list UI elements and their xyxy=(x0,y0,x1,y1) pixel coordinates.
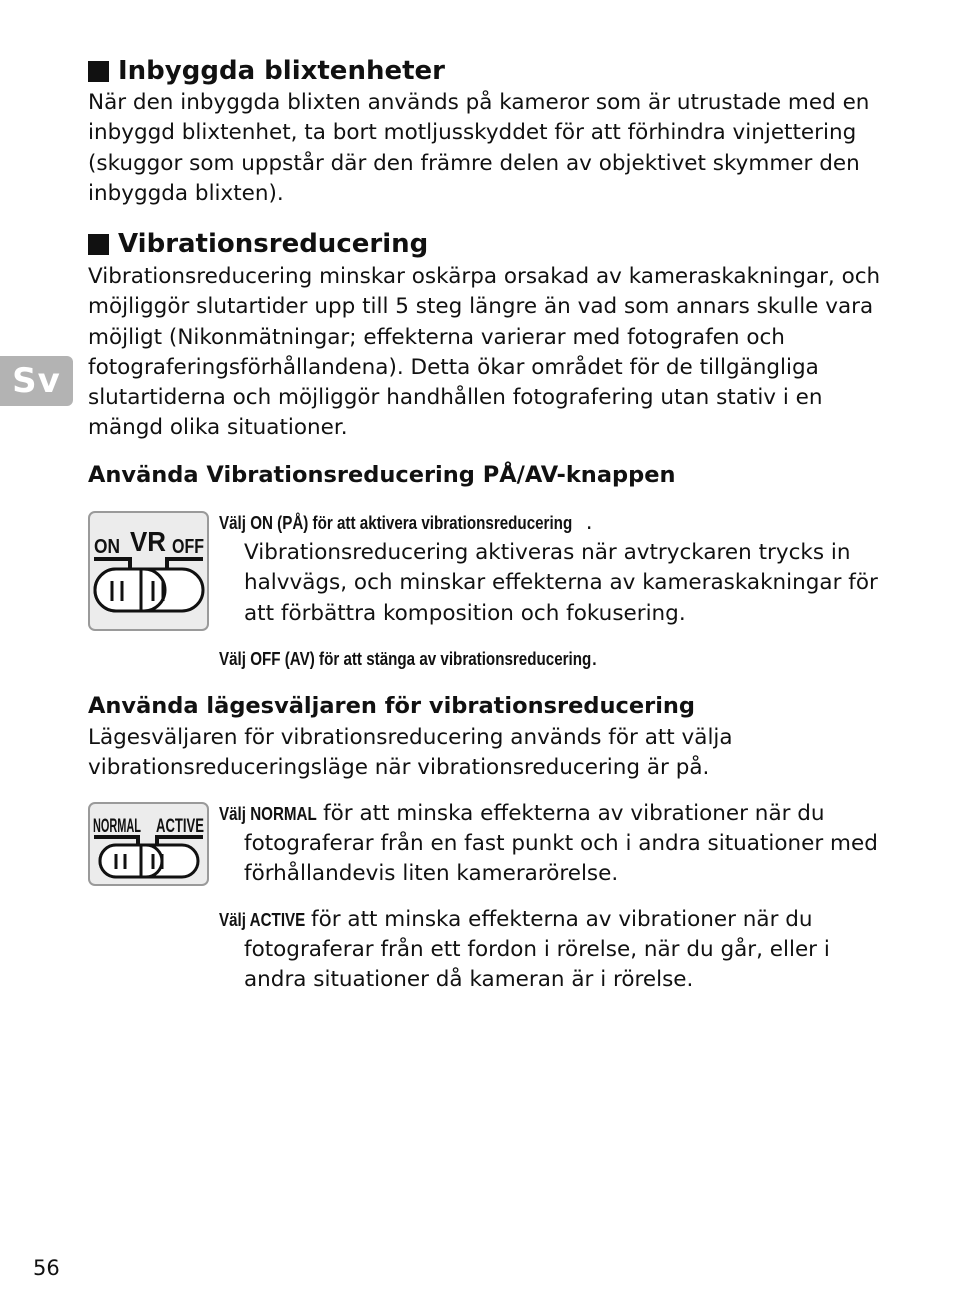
section-heading-flash-text: Inbyggda blixtenheter xyxy=(118,56,445,86)
option-normal xyxy=(219,799,825,829)
switch-off-label: OFF xyxy=(172,536,204,558)
option-active-label: Välj ACTIVE xyxy=(219,909,306,930)
switch-normal-label: NORMAL xyxy=(93,816,142,837)
mode-paragraph xyxy=(88,723,878,784)
text-line: möjliggör slutartider upp till 5 steg längre än vad som annars skulle vara xyxy=(88,294,874,320)
switch-active-label: ACTIVE xyxy=(156,816,204,837)
option-on-period: . xyxy=(585,510,593,535)
text-line: fotograferar från ett fordon i rörelse, när du går, eller i xyxy=(244,937,830,962)
section-heading-flash xyxy=(88,56,445,86)
option-normal-label: Välj NORMAL xyxy=(219,803,317,824)
option-active xyxy=(219,905,813,935)
square-bullet-icon xyxy=(88,234,109,255)
text-line: fotograferar från en fast punkt och i andra situationer med xyxy=(244,831,878,856)
option-on-label: Välj ON (PÅ) för att aktivera vibrationsreducering xyxy=(219,512,573,533)
square-bullet-icon xyxy=(88,61,109,82)
switch-vr-label: VR xyxy=(130,526,166,557)
option-active-text: för att minska effekterna av vibrationer när du xyxy=(304,907,813,932)
text-line: mängd olika situationer. xyxy=(88,415,348,441)
text-line: andra situationer då kameran är i rörelse. xyxy=(244,967,694,993)
vr-switch-illustration xyxy=(90,513,207,629)
option-on-description xyxy=(244,538,878,629)
language-tab: Sv xyxy=(0,356,73,406)
subheading-vr-mode: Använda lägesväljaren för vibrationsreducering xyxy=(88,693,696,719)
flash-paragraph xyxy=(88,88,878,209)
text-line: Lägesväljaren för vibrationsreducering används för att välja xyxy=(88,725,733,750)
vr-onoff-switch-icon xyxy=(88,511,209,631)
text-line: fotograferingsförhållandena). Detta ökar området för de tillgängliga xyxy=(88,354,819,380)
vr-mode-switch-icon xyxy=(88,802,209,886)
page-number: 56 xyxy=(33,1256,60,1280)
option-normal-text: för att minska effekterna av vibrationer när du xyxy=(316,801,825,826)
option-off-label: Välj OFF (AV) för att stänga av vibrationsreducering xyxy=(219,648,592,669)
text-line: inbyggda blixten). xyxy=(88,180,284,206)
section-heading-vr xyxy=(88,229,428,259)
text-line: (skuggor som uppstår där den främre delen av objektivet skymmer den xyxy=(88,150,860,176)
text-line: att förbättra komposition och fokusering. xyxy=(244,600,686,626)
option-normal-description xyxy=(244,829,878,890)
section-heading-vr-text: Vibrationsreducering xyxy=(118,229,429,259)
text-line: slutartiderna och möjliggör handhållen fotografering utan stativ i en xyxy=(88,385,823,411)
text-line: halvvägs, och minskar effekterna av kameraskakningar för xyxy=(244,570,878,596)
option-off xyxy=(219,644,598,674)
option-active-description xyxy=(244,935,830,996)
text-line: förhållandevis liten kamerarörelse. xyxy=(244,861,619,887)
text-line: Vibrationsreducering minskar oskärpa orsakad av kameraskakningar, och xyxy=(88,264,881,289)
text-line: möjligt (Nikonmätningar; effekterna varierar med fotografen och xyxy=(88,324,785,350)
option-off-period: . xyxy=(591,646,598,671)
mode-switch-illustration xyxy=(90,804,207,884)
switch-on-label: ON xyxy=(94,536,120,558)
text-line: Vibrationsreducering aktiveras när avtryckaren trycks in xyxy=(244,540,851,565)
subheading-vr-onoff: Använda Vibrationsreducering PÅ/AV-knappen xyxy=(88,462,676,488)
text-line: inbyggd blixtenhet, ta bort motljusskyddet för att förhindra vinjettering xyxy=(88,120,857,146)
vr-paragraph xyxy=(88,262,881,444)
option-on xyxy=(219,508,593,538)
text-line: När den inbyggda blixten används på kameror som är utrustade med en xyxy=(88,90,870,115)
text-line: vibrationsreduceringsläge när vibrationsreducering är på. xyxy=(88,755,710,781)
